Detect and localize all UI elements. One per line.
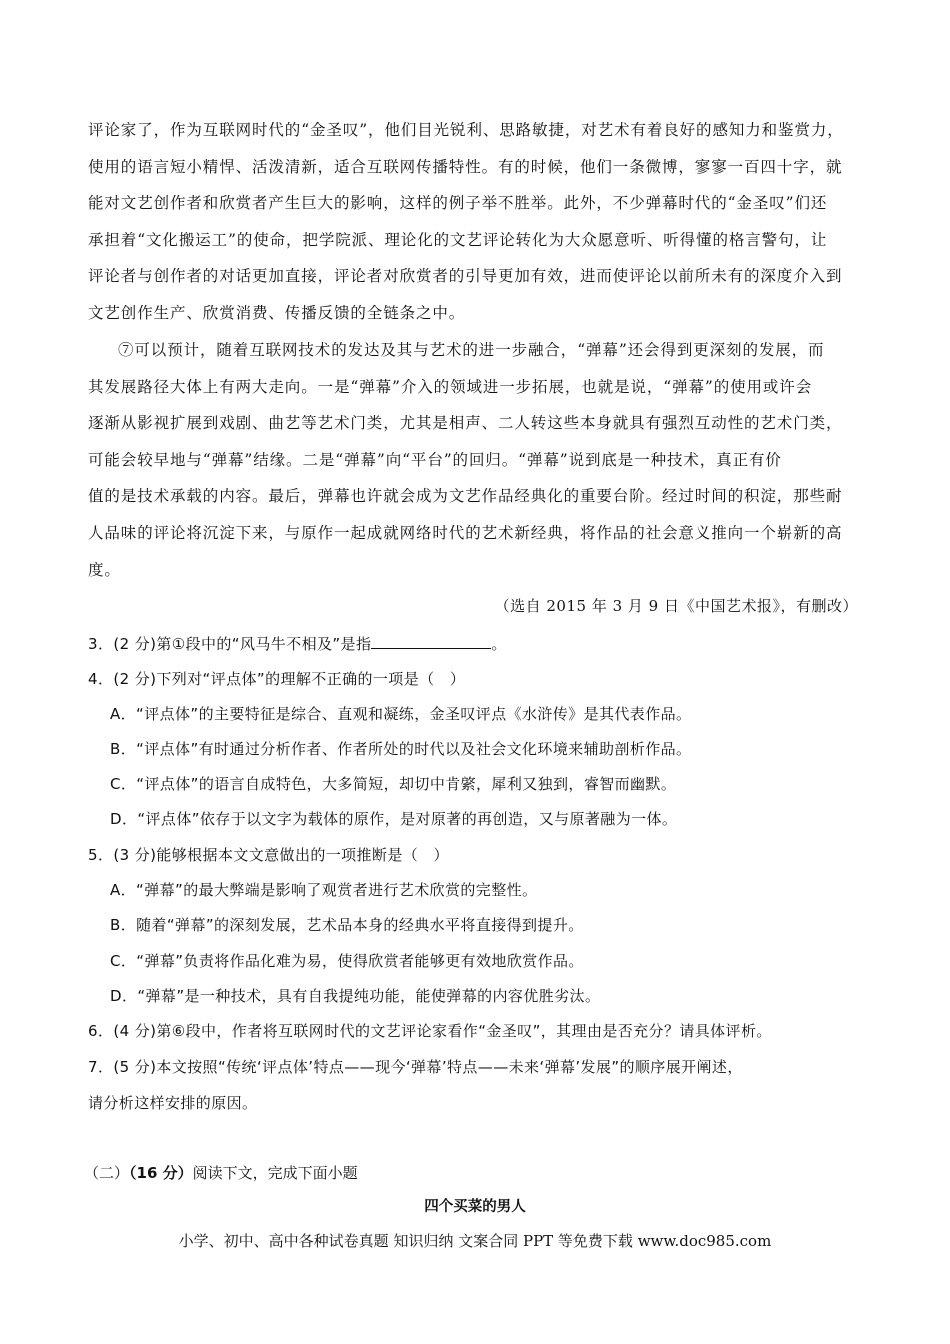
question-5-option-b: B．随着“弹幕”的深刻发展，艺术品本身的经典水平将直接得到提升。 bbox=[110, 916, 584, 934]
question-5-option-c: C．“弹幕”负责将作品化难为易，使得欣赏者能够更有效地欣赏作品。 bbox=[110, 952, 584, 970]
question-6: 6．(4 分)第⑥段中，作者将互联网时代的文艺评论家看作“金圣叹”，其理由是否充分？请具体评析。 bbox=[88, 1022, 772, 1040]
story-title: 四个买菜的男人 bbox=[424, 1199, 526, 1215]
text-line: 人品味的评论将沉淀下来，与原作一起成就网络时代的艺术新经典，将作品的社会意义推向一个崭新的高 bbox=[88, 523, 843, 542]
question-4-option-a: A．“评点体”的主要特征是综合、直观和凝练，金圣叹评点《水浒传》是其代表作品。 bbox=[110, 705, 692, 723]
text-line: 承担着“文化搬运工”的使命，把学院派、理论化的文艺评论转化为大众愿意听、听得懂的格言警句，让 bbox=[88, 230, 828, 249]
answer-blank[interactable] bbox=[371, 634, 491, 649]
text-line: 值的是技术承载的内容。最后，弹幕也许就会成为文艺作品经典化的重要台阶。经过时间的积淀，那些耐 bbox=[88, 487, 843, 506]
question-3-end: 。 bbox=[491, 635, 507, 653]
text-line: 度。 bbox=[88, 560, 121, 579]
text-line: 其发展路径大体上有两大走向。一是“弹幕”介入的领域进一步拓展，也就是说，“弹幕”的使用或许会 bbox=[88, 377, 813, 396]
question-4-option-b: B．“评点体”有时通过分析作者、作者所处的时代以及社会文化环境来辅助剖析作品。 bbox=[110, 740, 692, 758]
question-4-option-d: D．“评点体”依存于以文字为载体的原作，是对原著的再创造，又与原著融为一体。 bbox=[110, 810, 678, 828]
section-points: （16 分） bbox=[129, 1164, 193, 1182]
text-line: 使用的语言短小精悍、活泼清新，适合互联网传播特性。有的时候，他们一条微博，寥寥一百四十字，就 bbox=[88, 157, 843, 176]
question-5: 5．(3 分)能够根据本文文意做出的一项推断是（ ） bbox=[88, 846, 449, 864]
section-instruction: 阅读下文，完成下面小题 bbox=[192, 1164, 358, 1182]
text-line: ⑦可以预计，随着互联网技术的发达及其与艺术的进一步融合，“弹幕”还会得到更深刻的发展，而 bbox=[118, 341, 825, 359]
page-footer: 小学、初中、高中各种试卷真题 知识归纳 文案合同 PPT 等免费下载 www.doc985.com bbox=[178, 1232, 772, 1250]
source-note: （选自 2015 年 3 月 9 日《中国艺术报》，有删改） bbox=[494, 597, 858, 615]
text-line: 能对文艺创作者和欣赏者产生巨大的影响，这样的例子举不胜举。此外，不少弹幕时代的“金圣叹”们还 bbox=[88, 194, 828, 213]
question-7-continued: 请分析这样安排的原因。 bbox=[88, 1094, 258, 1112]
question-3-text: 3．(2 分)第①段中的“风马牛不相及”是指 bbox=[88, 635, 372, 653]
question-7: 7．(5 分)本文按照“传统‘评点体’特点——现今‘弹幕’特点——未来‘弹幕’发展”的顺序展开阐述， bbox=[88, 1058, 743, 1076]
section-number: （二） bbox=[84, 1164, 130, 1182]
question-5-option-a: A．“弹幕”的最大弊端是影响了观赏者进行艺术欣赏的完整性。 bbox=[110, 881, 538, 899]
question-5-option-d: D．“弹幕”是一种技术，具有自我提纯功能，能使弹幕的内容优胜劣汰。 bbox=[110, 987, 601, 1005]
text-line: 文艺创作生产、欣赏消费、传播反馈的全链条之中。 bbox=[88, 303, 466, 322]
text-line: 评论者与创作者的对话更加直接，评论者对欣赏者的引导更加有效，进而使评论以前所未有的深度介入到 bbox=[88, 267, 843, 286]
question-4: 4．(2 分)下列对“评点体”的理解不正确的一项是（ ） bbox=[88, 670, 466, 688]
text-line: 逐渐从影视扩展到戏剧、曲艺等艺术门类，尤其是相声、二人转这些本身就具有强烈互动性的艺术门类， bbox=[88, 414, 843, 433]
paragraph-7 bbox=[88, 332, 864, 588]
question-4-option-c: C．“评点体”的语言自成特色，大多简短，却切中肯綮，犀利又独到，睿智而幽默。 bbox=[110, 775, 677, 793]
paragraph-6-continued bbox=[88, 112, 864, 332]
text-line: 可能会较早地与“弹幕”结缘。二是“弹幕”向“平台”的回归。“弹幕”说到底是一种技术，真正有价 bbox=[88, 450, 782, 469]
text-line: 评论家了，作为互联网时代的“金圣叹”，他们目光锐利、思路敏捷，对艺术有着良好的感知力和鉴赏力， bbox=[88, 121, 844, 139]
section-two-heading bbox=[84, 1162, 358, 1184]
question-3 bbox=[88, 633, 507, 655]
